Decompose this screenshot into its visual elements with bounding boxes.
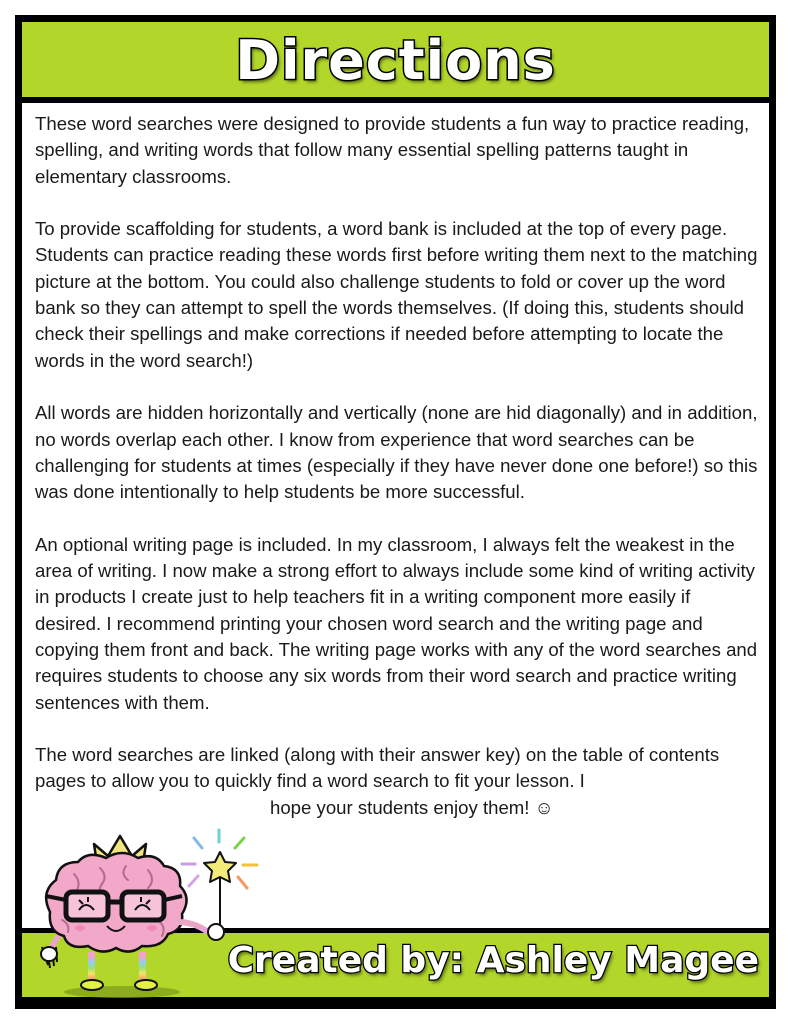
header-banner xyxy=(22,22,769,97)
paragraph-hidden-words: All words are hidden horizontally and vertically (none are hid diagonally) and in addition, no words overlap each other. I know from experience that word searches can be challenging for students at times (especially if they have never done one before!) so this was done intentionally to help students be more successful. xyxy=(35,402,758,503)
directions-panel xyxy=(22,103,769,928)
paragraph-writing-page: An optional writing page is included. In my classroom, I always felt the weakest in the area of writing. I now make a strong effort to always include some kind of writing activity in products I create just to help teachers fit in a writing component more easily if desired. I recommend printing your chosen word search and the writing page and copying them front and back. The writing page works with any of the word searches and requires students to choose any six words from their word search and practice writing sentences with them. xyxy=(35,533,758,713)
paragraph-links: The word searches are linked (along with their answer key) on the table of contents pages to allow you to quickly find a word search to fit your lesson. I xyxy=(35,744,720,792)
author-credit: Created by: Ashley Magee xyxy=(227,940,759,981)
page-title: Directions xyxy=(235,28,556,92)
closing-line: hope your students enjoy them! ☺ xyxy=(270,796,554,818)
paragraph-scaffolding: To provide scaffolding for students, a word bank is included at the top of every page. Students can practice reading these words first before writing them next to the matching picture at the bottom. You could also challenge students to fold or cover up the word bank so they can attempt to spell the words themselves. (If doing this, students should check their spellings and make corrections if needed before attempting to locate the words in the word search!) xyxy=(35,218,758,371)
directions-text xyxy=(35,111,760,821)
paragraph-intro: These word searches were designed to provide students a fun way to practice reading, spelling, and writing words that follow many essential spelling patterns taught in elementary classrooms. xyxy=(35,113,750,187)
brain-mascot-icon xyxy=(22,822,272,1002)
